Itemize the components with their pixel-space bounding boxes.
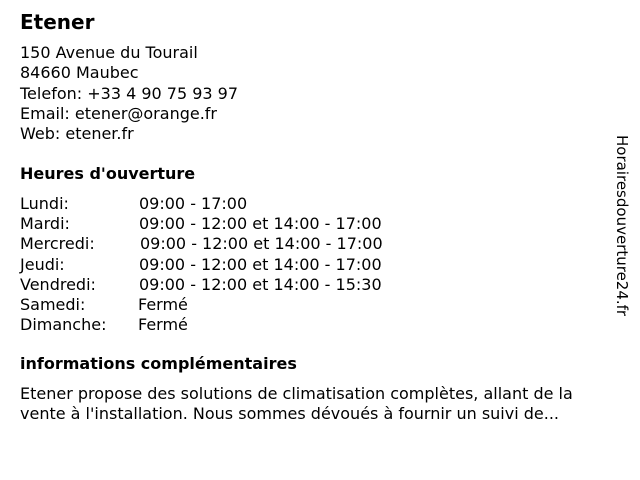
email-line: Email: etener@orange.fr: [20, 103, 217, 123]
business-name: Etener: [20, 10, 95, 34]
address-city: 84660 Maubec: [20, 63, 139, 83]
day-hours: 09:00 - 12:00 et 14:00 - 17:00: [139, 214, 382, 234]
day-hours: 09:00 - 12:00 et 14:00 - 17:00: [139, 254, 382, 274]
day-label: Dimanche:: [20, 315, 107, 335]
day-label: Lundi:: [20, 194, 69, 213]
day-label: Mercredi:: [20, 234, 95, 254]
day-label: Jeudi:: [20, 254, 65, 274]
contact-block: [20, 43, 238, 144]
info-heading: informations complémentaires: [20, 354, 297, 373]
business-description: Etener propose des solutions de climatisation complètes, allant de la vente à l'installation. Nous sommes dévoués à fournir un suivi de...: [20, 384, 573, 423]
hours-heading: Heures d'ouverture: [20, 164, 196, 183]
day-label: Samedi:: [20, 294, 86, 314]
address-street: 150 Avenue du Tourail: [20, 43, 198, 62]
phone-line: Telefon: +33 4 90 75 93 97: [20, 83, 239, 103]
day-hours: 09:00 - 12:00 et 14:00 - 17:00: [140, 234, 383, 254]
web-line: Web: etener.fr: [20, 124, 134, 144]
day-label: Mardi:: [20, 214, 70, 234]
site-watermark: Horairesdouverture24.fr: [613, 135, 631, 317]
day-hours: Fermé: [138, 315, 188, 335]
day-hours: Fermé: [138, 294, 188, 314]
day-label: Vendredi:: [20, 274, 96, 294]
day-hours: 09:00 - 17:00: [139, 194, 248, 213]
day-hours: 09:00 - 12:00 et 14:00 - 15:30: [139, 274, 382, 294]
